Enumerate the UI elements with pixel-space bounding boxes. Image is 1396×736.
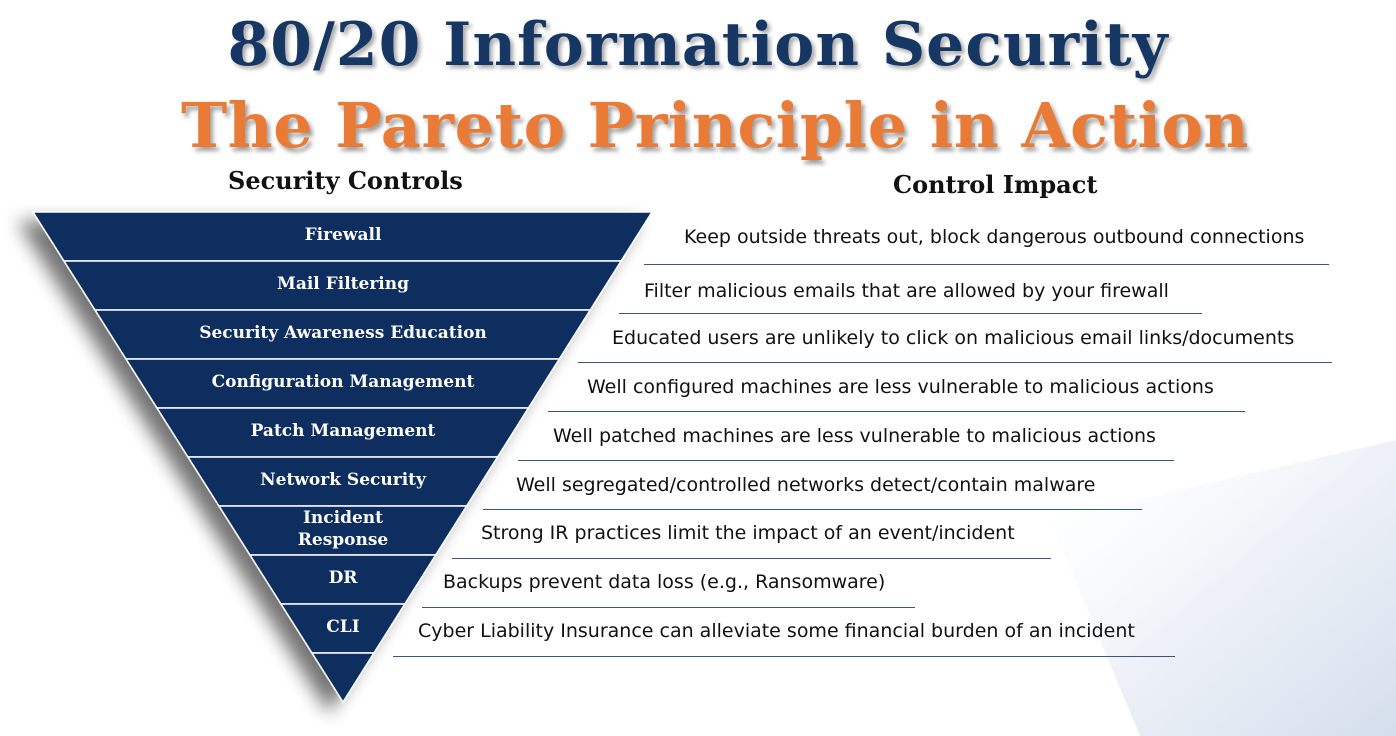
impact-text: Strong IR practices limit the impact of an event/incident <box>481 522 1015 544</box>
impact-divider <box>483 509 1142 510</box>
impact-divider <box>644 264 1329 265</box>
impact-divider <box>452 558 1051 559</box>
impact-text: Filter malicious emails that are allowed by your firewall <box>644 280 1169 302</box>
page-subtitle: The Pareto Principle in Action <box>181 89 1249 162</box>
control-label: Security Awareness Education <box>199 322 487 343</box>
page-title: 80/20 Information Security <box>227 10 1169 80</box>
impact-text: Well patched machines are less vulnerable to malicious actions <box>553 425 1156 447</box>
security-controls-header: Security Controls <box>228 166 463 195</box>
impact-divider <box>548 411 1245 412</box>
impact-divider <box>578 362 1332 363</box>
control-label: Network Security <box>260 469 426 490</box>
control-label: Incident Response <box>297 507 389 550</box>
impact-divider <box>619 313 1202 314</box>
control-label: Mail Filtering <box>277 273 409 294</box>
impact-text: Educated users are unlikely to click on malicious email links/documents <box>612 327 1295 349</box>
control-label: CLI <box>326 616 360 637</box>
impact-divider <box>422 607 915 608</box>
control-impact-header: Control Impact <box>893 170 1098 199</box>
control-label: Configuration Management <box>211 371 475 392</box>
impact-text: Cyber Liability Insurance can alleviate some financial burden of an incident <box>418 620 1135 642</box>
impact-text: Backups prevent data loss (e.g., Ransomware) <box>443 571 886 593</box>
control-label: Firewall <box>304 224 382 245</box>
funnel-band <box>312 653 374 702</box>
control-label: Patch Management <box>250 420 436 441</box>
impact-divider <box>393 656 1175 657</box>
impact-text: Well segregated/controlled networks detect/contain malware <box>516 474 1096 496</box>
impact-text: Keep outside threats out, block dangerous outbound connections <box>684 226 1305 248</box>
impact-text: Well configured machines are less vulnerable to malicious actions <box>587 376 1214 398</box>
impact-divider <box>518 460 1174 461</box>
control-label: DR <box>328 567 358 588</box>
